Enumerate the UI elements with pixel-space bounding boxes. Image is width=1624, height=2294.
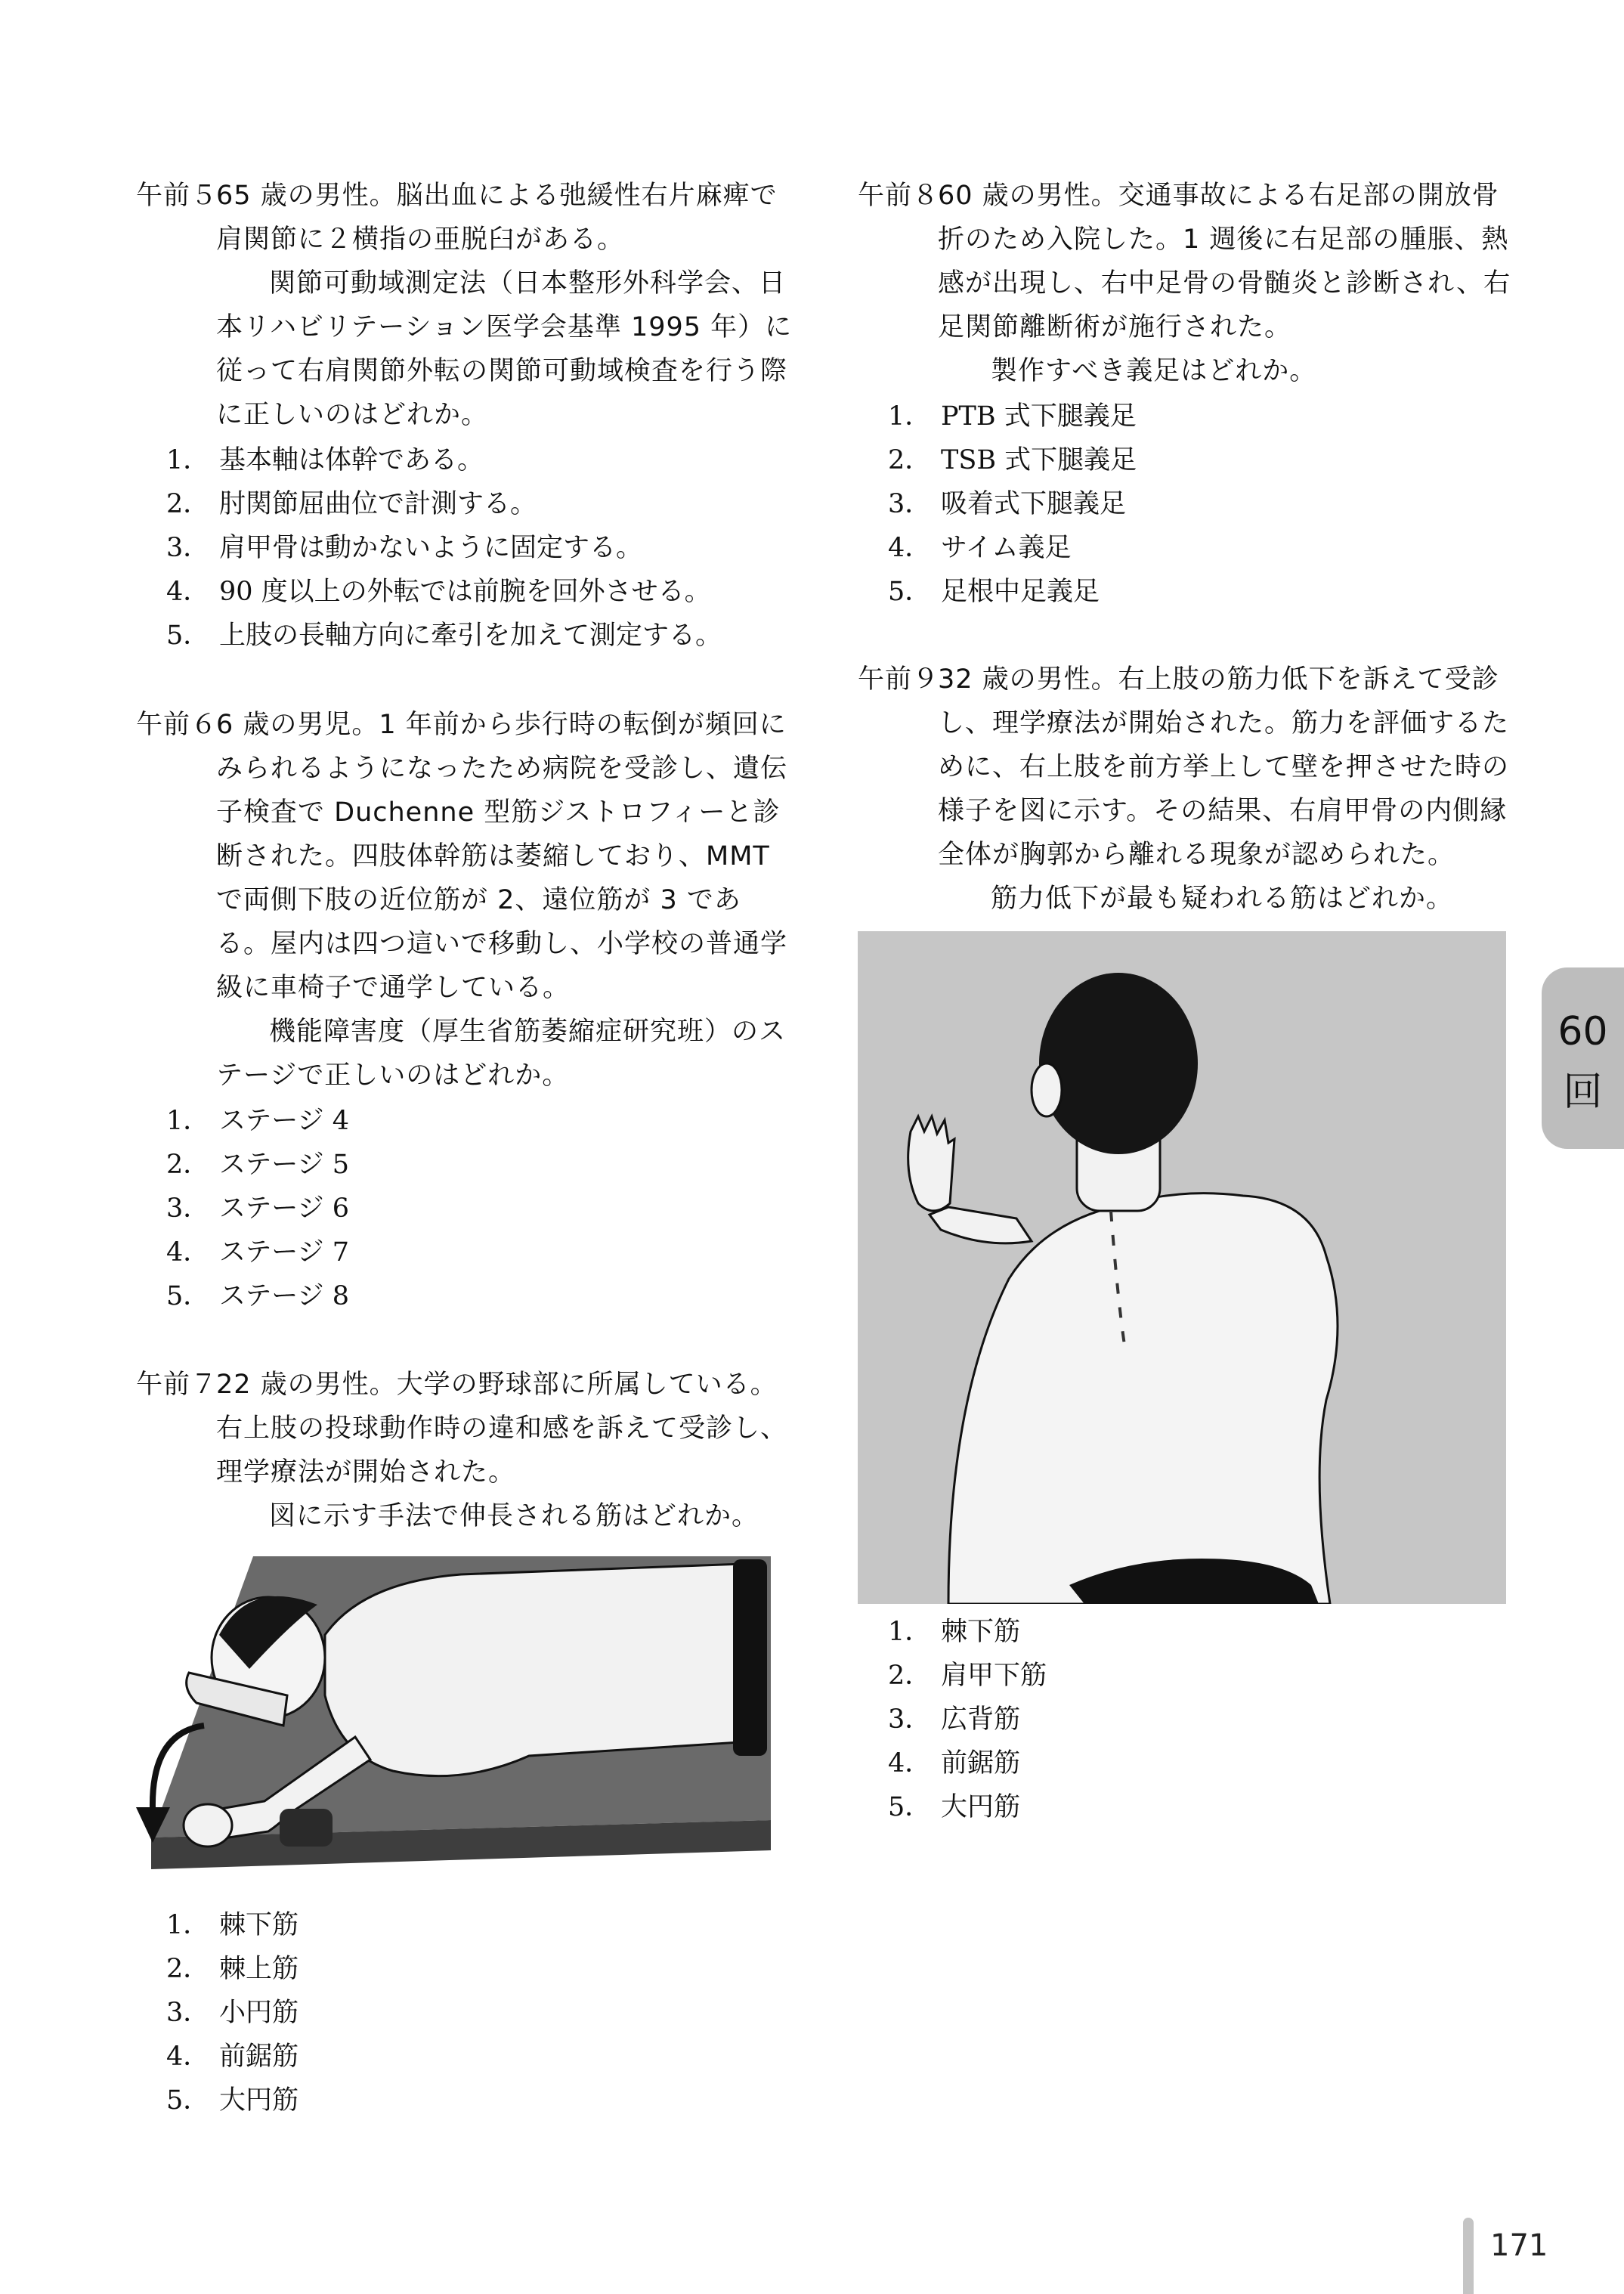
choice-text: 大円筋 [219,2085,299,2116]
choice-text: ステージ 5 [219,1150,349,1180]
choice-number: 4． [888,1748,932,1779]
choice-text: 肘関節屈曲位で計測する。 [219,489,537,519]
choice-5[interactable] [166,2079,793,2122]
choice-number: 4． [166,2042,210,2072]
question-label: 午前６ [136,710,218,740]
choice-list [888,395,1515,614]
choice-5[interactable] [888,570,1515,614]
choice-text: 前鋸筋 [941,1748,1021,1779]
exam-round-tab [1542,967,1624,1149]
choice-4[interactable] [166,570,793,614]
choice-4[interactable] [888,526,1515,570]
question-label: 午前５ [136,181,218,211]
wall-push-illustration [858,931,1506,1604]
choice-2[interactable] [166,1143,793,1187]
choice-number: 2． [166,489,210,519]
question-prompt: 製作すべき義足はどれか。 [991,356,1317,386]
choice-number: 4． [888,533,932,563]
page-number-bar [1463,2218,1474,2294]
choice-2[interactable] [166,1947,793,1991]
supine-stretch-illustration [136,1544,793,1888]
choice-number: 5． [166,2085,210,2116]
question-prompt: 関節可動域測定法（日本整形外科学会、日本リハビリテーション医学会基準 1995 年）に従って右肩関節外転の関節可動域検査を行う際に正しいのはどれか。 [216,268,793,430]
choice-number: 5． [888,577,932,607]
choice-number: 3． [888,1704,932,1735]
choice-list [166,1099,793,1318]
choice-text: 90 度以上の外転では前腕を回外させる。 [219,577,711,607]
choice-list [888,1610,1515,1829]
choice-number: 3． [888,489,932,519]
choice-text: 小円筋 [219,1998,299,2028]
choice-text: 広背筋 [941,1704,1021,1735]
choice-2[interactable] [888,1654,1515,1698]
hand [184,1804,232,1847]
page-number: 171 [1490,2228,1548,2263]
choice-2[interactable] [166,482,793,526]
shorts [733,1559,767,1756]
choice-text: 基本軸は体幹である。 [219,445,484,475]
question-stem [858,174,1515,393]
choice-4[interactable] [888,1741,1515,1785]
choice-number: 2． [166,1954,210,1984]
choice-text: 足根中足義足 [941,577,1100,607]
back [948,1193,1338,1604]
hand [908,1116,954,1211]
choice-3[interactable] [166,1991,793,2035]
question-prompt: 機能障害度（厚生省筋萎縮症研究班）のステージで正しいのはどれか。 [216,1017,787,1091]
choice-number: 1． [888,1617,932,1647]
choice-text: PTB 式下腿義足 [941,401,1137,432]
choice-text: ステージ 4 [219,1106,349,1136]
choice-4[interactable] [166,2035,793,2079]
choice-5[interactable] [166,1274,793,1318]
choice-list [166,438,793,658]
choice-list [166,1903,793,2122]
head [1039,973,1198,1154]
choice-1[interactable] [888,395,1515,438]
choice-number: 3． [166,1998,210,2028]
choice-3[interactable] [166,1187,793,1231]
choice-3[interactable] [166,526,793,570]
choice-number: 4． [166,1237,210,1268]
question-label: 午前８ [858,181,940,211]
question-label: 午前９ [858,664,940,695]
choice-text: ステージ 8 [219,1281,349,1311]
figure-stretch-supine [136,1544,793,1888]
choice-number: 1． [888,401,932,432]
question-am7 [136,1363,793,2122]
wrist-band [280,1809,333,1847]
question-am8 [858,174,1515,614]
choice-1[interactable] [888,1610,1515,1654]
choice-number: 2． [888,1661,932,1691]
question-stem [136,174,793,437]
ear [1032,1063,1062,1116]
choice-text: 前鋸筋 [219,2042,299,2072]
question-label: 午前７ [136,1370,218,1400]
question-stem [136,703,793,1097]
choice-text: 棘上筋 [219,1954,299,1984]
choice-1[interactable] [166,438,793,482]
arm [930,1207,1032,1243]
choice-number: 5． [166,1281,210,1311]
choice-number: 1． [166,1910,210,1940]
choice-number: 3． [166,533,210,563]
choice-text: ステージ 6 [219,1193,349,1224]
question-stem [858,658,1515,921]
choice-number: 2． [166,1150,210,1180]
choice-2[interactable] [888,438,1515,482]
choice-3[interactable] [888,1698,1515,1741]
choice-text: 吸着式下腿義足 [941,489,1127,519]
choice-text: サイム義足 [941,533,1072,563]
choice-text: 大円筋 [941,1792,1021,1822]
question-prompt: 図に示す手法で伸長される筋はどれか。 [269,1501,759,1531]
choice-4[interactable] [166,1231,793,1274]
question-text: 32 歳の男性。右上肢の筋力低下を訴えて受診し、理学療法が開始された。筋力を評価するために、右上肢を前方挙上して壁を押させた時の様子を図に示す。その結果、右肩甲骨の内側縁全体が胸郭から離れる現象が認められた。 [938,664,1510,870]
choice-number: 5． [166,621,210,651]
question-text: 22 歳の男性。大学の野球部に所属している。右上肢の投球動作時の違和感を訴えて受診し、理学療法が開始された。 [216,1370,788,1488]
question-text: 6 歳の男児。1 年前から歩行時の転倒が頻回にみられるようになったため病院を受診し、遺伝子検査で Duchenne 型筋ジストロフィーと診断された。四肢体幹筋は萎縮しており、MMT で両側下肢の近位筋が 2、遠位筋が 3 である。屋内は四つ這いで移動し、小学校の普通学級に車椅子で通学している。 [216,710,788,1003]
choice-1[interactable] [166,1903,793,1947]
question-prompt: 筋力低下が最も疑われる筋はどれか。 [991,884,1454,914]
choice-number: 4． [166,577,210,607]
choice-number: 1． [166,1106,210,1136]
choice-text: 肩甲下筋 [941,1661,1047,1691]
choice-text: 棘下筋 [941,1617,1021,1647]
choice-3[interactable] [888,482,1515,526]
choice-5[interactable] [166,614,793,658]
choice-5[interactable] [888,1785,1515,1829]
choice-number: 3． [166,1193,210,1224]
choice-number: 2． [888,445,932,475]
question-am5 [136,174,793,658]
choice-text: 肩甲骨は動かないように固定する。 [219,533,643,563]
choice-text: 上肢の長軸方向に牽引を加えて測定する。 [219,621,722,651]
exam-round-number: 60 [1557,1009,1608,1054]
question-am9 [858,658,1515,1829]
torso [325,1563,763,1776]
choice-text: TSB 式下腿義足 [941,445,1137,475]
question-stem [136,1363,793,1538]
question-text: 60 歳の男性。交通事故による右足部の開放骨折のため入院した。1 週後に右足部の腫脹、熱感が出現し、右中足骨の骨髄炎と診断され、右足関節離断術が施行された。 [938,181,1511,342]
figure-wall-push [858,931,1506,1604]
choice-number: 1． [166,445,210,475]
choice-text: ステージ 7 [219,1237,349,1268]
question-text: 65 歳の男性。脳出血による弛緩性右片麻痺で肩関節に２横指の亜脱臼がある。 [216,181,778,255]
exam-round-kanji: 回 [1563,1070,1603,1115]
choice-number: 5． [888,1792,932,1822]
question-am6 [136,703,793,1318]
choice-text: 棘下筋 [219,1910,299,1940]
choice-1[interactable] [166,1099,793,1143]
